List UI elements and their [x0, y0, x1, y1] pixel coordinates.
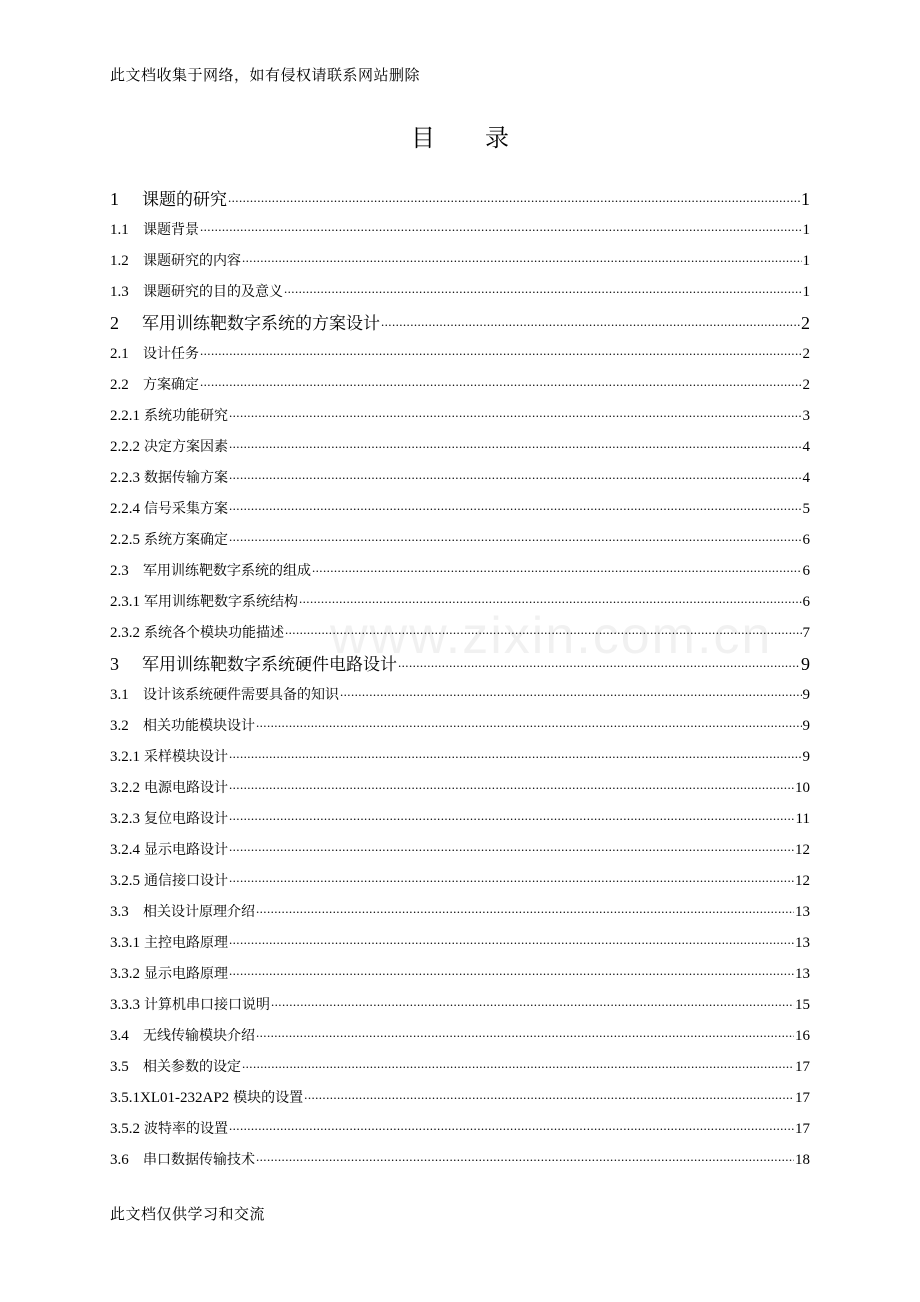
toc-entry-page-number: 9: [802, 749, 810, 765]
toc-entry-page-number: 9: [801, 654, 810, 674]
toc-entry-page-number: 4: [802, 470, 810, 486]
toc-entry[interactable]: [110, 246, 810, 277]
toc-entry-label: 军用训练靶数字系统结构: [144, 594, 298, 610]
toc-dot-leader: [256, 905, 794, 920]
toc-entry-label: 军用训练靶数字系统的方案设计: [142, 314, 380, 334]
toc-entry-page-number: 17: [795, 1090, 810, 1106]
toc-entry-page-number: 12: [795, 842, 810, 858]
toc-entry-label: 系统功能研究: [144, 408, 228, 424]
toc-dot-leader: [312, 564, 802, 579]
toc-entry[interactable]: [110, 959, 810, 990]
toc-entry[interactable]: [110, 401, 810, 432]
toc-entry-label: 无线传输模块介绍: [143, 1028, 255, 1044]
toc-entry-label: 通信接口设计: [144, 873, 228, 889]
toc-entry-page-number: 1: [801, 189, 810, 209]
footer-note: 此文档仅供学习和交流: [110, 1207, 266, 1223]
toc-entry-label: 数据传输方案: [144, 470, 228, 486]
toc-dot-leader: [229, 874, 794, 889]
toc-dot-leader: [242, 254, 802, 269]
table-of-contents: [110, 184, 810, 1176]
toc-entry-number: 3.3: [110, 904, 129, 920]
toc-entry-label: 波特率的设置: [144, 1121, 228, 1137]
toc-entry-number: 3.1: [110, 687, 129, 703]
title-char-2: 录: [485, 126, 509, 152]
toc-entry-number: 1.2: [110, 253, 129, 269]
toc-entry-label: 系统方案确定: [144, 532, 228, 548]
toc-entry-page-number: 6: [802, 563, 810, 579]
toc-entry-label: 课题研究的目的及意义: [143, 284, 283, 300]
toc-dot-leader: [200, 223, 802, 238]
toc-entry-page-number: 9: [802, 718, 810, 734]
toc-entry-number: 1: [110, 189, 119, 209]
toc-entry-page-number: 13: [795, 966, 810, 982]
toc-entry[interactable]: [110, 587, 810, 618]
toc-entry-page-number: 2: [802, 377, 810, 393]
toc-entry[interactable]: [110, 1145, 810, 1176]
toc-entry[interactable]: [110, 835, 810, 866]
toc-dot-leader: [229, 533, 802, 548]
toc-entry[interactable]: [110, 680, 810, 711]
toc-dot-leader: [229, 471, 802, 486]
toc-entry-page-number: 17: [795, 1121, 810, 1137]
toc-entry-number: 3.2.1: [110, 749, 140, 765]
page-title: [0, 118, 920, 153]
toc-entry-number: 3.3.1: [110, 935, 140, 951]
toc-entry[interactable]: [110, 525, 810, 556]
toc-entry-page-number: 18: [795, 1152, 810, 1168]
toc-entry[interactable]: [110, 1114, 810, 1145]
toc-entry-page-number: 5: [802, 501, 810, 517]
toc-dot-leader: [299, 595, 802, 610]
toc-entry[interactable]: [110, 370, 810, 401]
toc-entry[interactable]: [110, 711, 810, 742]
toc-entry-label: 课题研究的内容: [143, 253, 241, 269]
toc-entry[interactable]: [110, 215, 810, 246]
toc-dot-leader: [340, 688, 802, 703]
toc-entry-label: 课题的研究: [142, 190, 227, 210]
toc-entry-page-number: 11: [795, 811, 810, 827]
toc-entry[interactable]: [110, 1052, 810, 1083]
toc-entry-label: 军用训练靶数字系统硬件电路设计: [142, 655, 397, 675]
toc-entry-page-number: 16: [795, 1028, 810, 1044]
toc-entry-number: 3.5.1XL01-232AP2: [110, 1090, 230, 1106]
toc-entry-page-number: 6: [802, 594, 810, 610]
toc-entry-number: 2: [110, 313, 119, 333]
toc-entry-page-number: 12: [795, 873, 810, 889]
toc-dot-leader: [304, 1091, 794, 1106]
toc-entry-number: 3.2.4: [110, 842, 140, 858]
toc-dot-leader: [229, 781, 794, 796]
toc-entry[interactable]: [110, 556, 810, 587]
toc-dot-leader: [256, 1153, 794, 1168]
toc-entry-page-number: 10: [795, 780, 810, 796]
toc-entry-number: 1.3: [110, 284, 129, 300]
toc-entry-label: 课题背景: [143, 222, 199, 238]
toc-entry-page-number: 2: [802, 346, 810, 362]
toc-entry[interactable]: [110, 804, 810, 835]
toc-entry-number: 3.6: [110, 1152, 129, 1168]
toc-entry-number: 2.2.1: [110, 408, 140, 424]
toc-entry-page-number: 13: [795, 904, 810, 920]
toc-entry[interactable]: [110, 866, 810, 897]
toc-entry-page-number: 15: [795, 997, 810, 1013]
toc-entry[interactable]: [110, 1083, 810, 1114]
toc-entry-label: 显示电路原理: [144, 966, 228, 982]
toc-entry[interactable]: [110, 1021, 810, 1052]
toc-entry-label: 采样模块设计: [144, 749, 228, 765]
toc-dot-leader: [285, 626, 802, 641]
toc-entry-number: 3.2: [110, 718, 129, 734]
toc-dot-leader: [256, 719, 802, 734]
toc-entry[interactable]: [110, 928, 810, 959]
toc-entry-page-number: 4: [802, 439, 810, 455]
toc-entry-page-number: 3: [802, 408, 810, 424]
toc-entry-page-number: 9: [802, 687, 810, 703]
toc-entry-number: 3.4: [110, 1028, 129, 1044]
toc-entry-label: 方案确定: [143, 377, 199, 393]
toc-entry-page-number: 1: [802, 253, 810, 269]
toc-entry-label: 复位电路设计: [144, 811, 228, 827]
toc-dot-leader: [271, 998, 794, 1013]
toc-dot-leader: [242, 1060, 794, 1075]
toc-entry-number: 3.3.2: [110, 966, 140, 982]
toc-entry[interactable]: [110, 990, 810, 1021]
toc-entry-page-number: 1: [802, 222, 810, 238]
toc-entry-page-number: 17: [795, 1059, 810, 1075]
toc-entry[interactable]: [110, 742, 810, 773]
toc-entry-number: 3.2.5: [110, 873, 140, 889]
toc-entry-label: 相关功能模块设计: [143, 718, 255, 734]
toc-entry-label: 相关参数的设定: [143, 1059, 241, 1075]
toc-entry-number: 2.3.2: [110, 625, 140, 641]
toc-entry-number: 2.2.2: [110, 439, 140, 455]
toc-entry-label: 军用训练靶数字系统的组成: [143, 563, 311, 579]
toc-entry-number: 2.2.4: [110, 501, 140, 517]
toc-entry-number: 2.3: [110, 563, 129, 579]
toc-dot-leader: [256, 1029, 794, 1044]
toc-entry-page-number: 1: [802, 284, 810, 300]
toc-entry[interactable]: [110, 432, 810, 463]
toc-entry-label: 决定方案因素: [144, 439, 228, 455]
toc-entry-number: 2.2.3: [110, 470, 140, 486]
toc-dot-leader: [229, 750, 802, 765]
toc-entry[interactable]: [110, 184, 810, 215]
toc-entry-number: 3.3.3: [110, 997, 140, 1013]
toc-entry[interactable]: [110, 773, 810, 804]
toc-entry[interactable]: [110, 494, 810, 525]
toc-entry-label: 显示电路设计: [144, 842, 228, 858]
toc-entry-label: 设计任务: [143, 346, 199, 362]
toc-entry-number: 1.1: [110, 222, 129, 238]
toc-dot-leader: [284, 285, 802, 300]
toc-entry-number: 3.5.2: [110, 1121, 140, 1137]
toc-dot-leader: [228, 191, 800, 209]
toc-entry-number: 3.5: [110, 1059, 129, 1075]
toc-entry-number: 2.2: [110, 377, 129, 393]
toc-dot-leader: [229, 967, 794, 982]
toc-entry[interactable]: [110, 308, 810, 339]
title-char-1: 目: [411, 126, 435, 152]
toc-dot-leader: [229, 1122, 794, 1137]
toc-entry-number: 3.2.3: [110, 811, 140, 827]
toc-entry-page-number: 13: [795, 935, 810, 951]
toc-dot-leader: [229, 440, 802, 455]
toc-dot-leader: [229, 409, 802, 424]
toc-entry-label: 相关设计原理介绍: [143, 904, 255, 920]
toc-dot-leader: [381, 315, 800, 333]
toc-entry-label: 计算机串口接口说明: [144, 997, 270, 1013]
toc-entry[interactable]: [110, 618, 810, 649]
toc-entry-number: 3.2.2: [110, 780, 140, 796]
toc-entry-number: 2.2.5: [110, 532, 140, 548]
toc-entry[interactable]: [110, 339, 810, 370]
toc-entry[interactable]: [110, 897, 810, 928]
toc-entry-label: 电源电路设计: [144, 780, 228, 796]
toc-dot-leader: [229, 502, 802, 517]
toc-entry-label: 设计该系统硬件需要具备的知识: [143, 687, 339, 703]
toc-dot-leader: [398, 656, 800, 674]
watermark: www.zixin.com.cn: [330, 607, 773, 665]
toc-entry-label: 主控电路原理: [144, 935, 228, 951]
toc-entry-number: 2.3.1: [110, 594, 140, 610]
toc-dot-leader: [229, 812, 795, 827]
toc-dot-leader: [200, 347, 802, 362]
toc-entry-page-number: 7: [802, 625, 810, 641]
toc-entry-label: 模块的设置: [233, 1090, 304, 1106]
toc-entry-page-number: 2: [801, 313, 810, 333]
toc-dot-leader: [229, 843, 794, 858]
toc-dot-leader: [200, 378, 802, 393]
toc-entry-page-number: 6: [802, 532, 810, 548]
toc-entry-label: 串口数据传输技术: [143, 1152, 255, 1168]
toc-entry-number: 2.1: [110, 346, 129, 362]
header-note: 此文档收集于网络，如有侵权请联系网站删除: [110, 68, 421, 84]
toc-entry-label: 系统各个模块功能描述: [144, 625, 284, 641]
toc-dot-leader: [229, 936, 794, 951]
toc-entry[interactable]: [110, 649, 810, 680]
toc-entry[interactable]: [110, 277, 810, 308]
toc-entry-number: 3: [110, 654, 119, 674]
toc-entry-label: 信号采集方案: [144, 501, 228, 517]
toc-entry[interactable]: [110, 463, 810, 494]
